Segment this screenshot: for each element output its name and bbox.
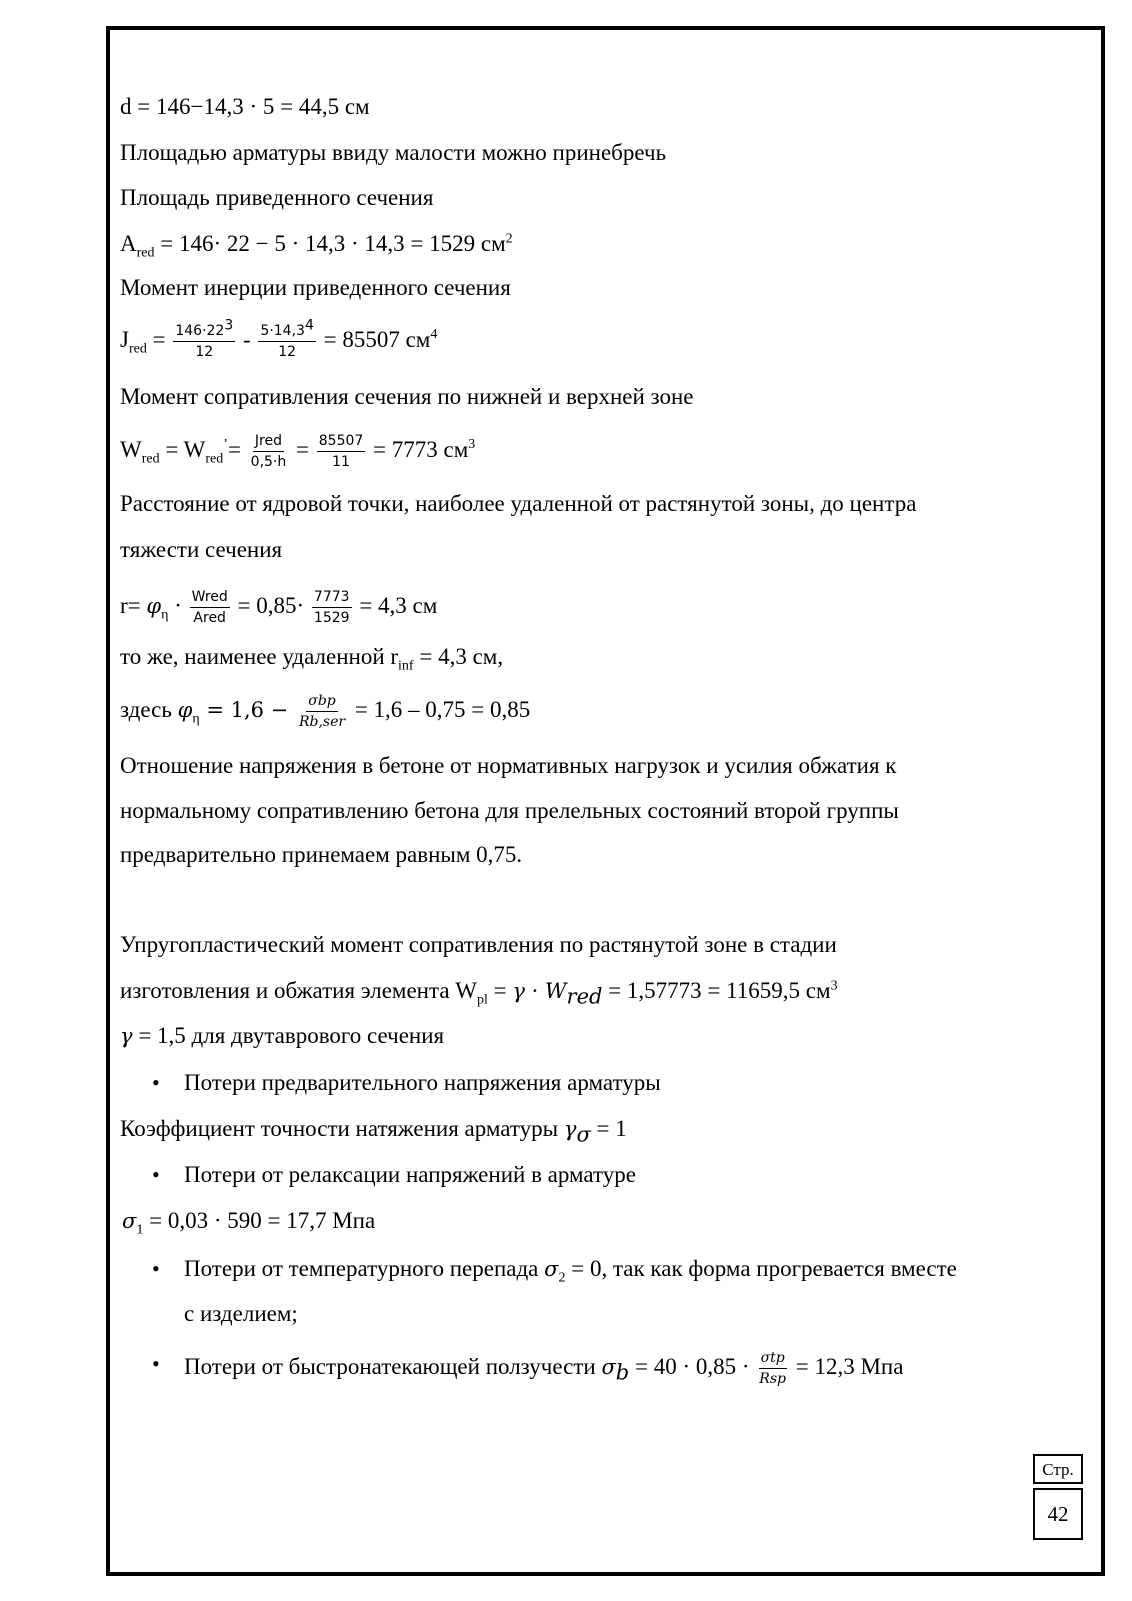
reinforcement-note: Площадью арматуры ввиду малости можно принебречь: [120, 140, 667, 165]
distance-text-2: тяжести сечения: [120, 537, 283, 562]
phi-formula: здесь $\varphi_\eta = 1,6$ − $\frac{\text{σbp}}{\text{Rb,ser}}$ = 1,6 – 0,75 = 0,85: [120, 693, 531, 730]
bullet-4: Потери от быстронатекающей ползучести $\sigma_b = 40 \cdot 0,85$ · $\frac{\text{σtp}}{\text{Rsp}}$ = 12,3 Мпа: [184, 1350, 904, 1387]
resistance-title: Момент сопративления сечения по нижней и верхней зоне: [120, 384, 694, 409]
bullet-3-continued: с изделием;: [184, 1301, 298, 1326]
rinf-line: то же, наименее удаленной $r_{inf} = 4,3$ см,: [120, 644, 504, 674]
coefficient-line: Коэффициент точности натяжения арматуры $\gamma_\sigma = 1$: [120, 1116, 627, 1147]
wred-fraction-2: $\frac{85507}{11}$: [318, 433, 364, 470]
d-formula: d = 146−14,3 · 5 = 44,5 см: [120, 94, 370, 119]
ratio-text-2: нормальному сопративлению бетона для прелельных состояний второй группы: [120, 798, 899, 823]
jred-formula: $J_{red}$ = $\frac{146\cdot 22^3}{12}$ - $\frac{5\cdot 14,3^4}{12}$ = 85507 $см^4$: [120, 317, 438, 360]
bullet-3: Потери от температурного перепада $\sigma_2 = 0$, так как форма прогревается вместе: [184, 1256, 957, 1286]
bullet-2-dot: •: [152, 1162, 160, 1187]
r-fraction-2: $\frac{7773}{1529}$: [313, 589, 350, 626]
elastic-text-2: изготовления и обжатия элемента $W_{pl} = \gamma \cdot W_{red} = 1,57773 = 11659,5$ $см^3$: [120, 978, 838, 1009]
page-number-cell: 42: [1033, 1488, 1083, 1540]
wred-fraction-1: $\frac{\text{Jred}}{0,5\cdot h}$: [250, 433, 287, 470]
sigma1-line: $\sigma_1 = 0,03 \cdot 590 = 17,7$ Мпа: [122, 1208, 376, 1238]
phi-fraction: $\frac{\text{σbp}}{\text{Rb,ser}}$: [298, 693, 346, 730]
ratio-text-3: предварительно принемаем равным 0,75.: [120, 842, 523, 867]
r-fraction-1: $\frac{\text{Wred}}{\text{Ared}}$: [191, 589, 228, 626]
bullet-1: Потери предварительного напряжения арматуры: [184, 1070, 661, 1095]
bullet-3-dot: •: [152, 1256, 160, 1281]
ratio-text-1: Отношение напряжения в бетоне от нормативных нагрузок и усилия обжатия к: [120, 753, 897, 778]
ared-formula: $A_{red} = 146\cdot 22 - 5 \cdot 14,3 \cdot 14,3 = 1529$ $см^2$: [120, 231, 513, 261]
distance-text-1: Расстояние от ядровой точки, наиболее удаленной от растянутой зоны, до центра: [120, 491, 917, 516]
bullet-4-dot: •: [152, 1351, 160, 1376]
bullet-2: Потери от релаксации напряжений в арматуре: [184, 1162, 637, 1187]
wred-formula: $W_{red} = W_{red}^’=$ $\frac{\text{Jred}}{0,5\cdot h}$ = $\frac{85507}{11}$ = 7773 $см^3$: [120, 433, 476, 470]
gamma-line: γ = 1,5 для двутаврового сечения: [120, 1023, 445, 1048]
jred-fraction-1: $\frac{146\cdot 22^3}{12}$: [175, 317, 234, 360]
elastic-text-1: Упругопластический момент сопративления по растянутой зоне в стадии: [120, 932, 837, 957]
page-label-cell: Стр.: [1033, 1454, 1083, 1484]
jred-fraction-2: $\frac{5\cdot 14,3^4}{12}$: [260, 317, 314, 360]
bullet-1-dot: •: [152, 1070, 160, 1095]
inertia-title: Момент инерции приведенного сечения: [120, 275, 511, 300]
r-formula: $r= \varphi_\eta$ · $\frac{\text{Wred}}{\text{Ared}}$ = 0,85· $\frac{7773}{1529}$ = 4,3 см: [120, 589, 438, 626]
creep-fraction: $\frac{\text{σtp}}{\text{Rsp}}$: [759, 1350, 786, 1387]
reduced-area-title: Площадь приведенного сечения: [120, 185, 434, 210]
